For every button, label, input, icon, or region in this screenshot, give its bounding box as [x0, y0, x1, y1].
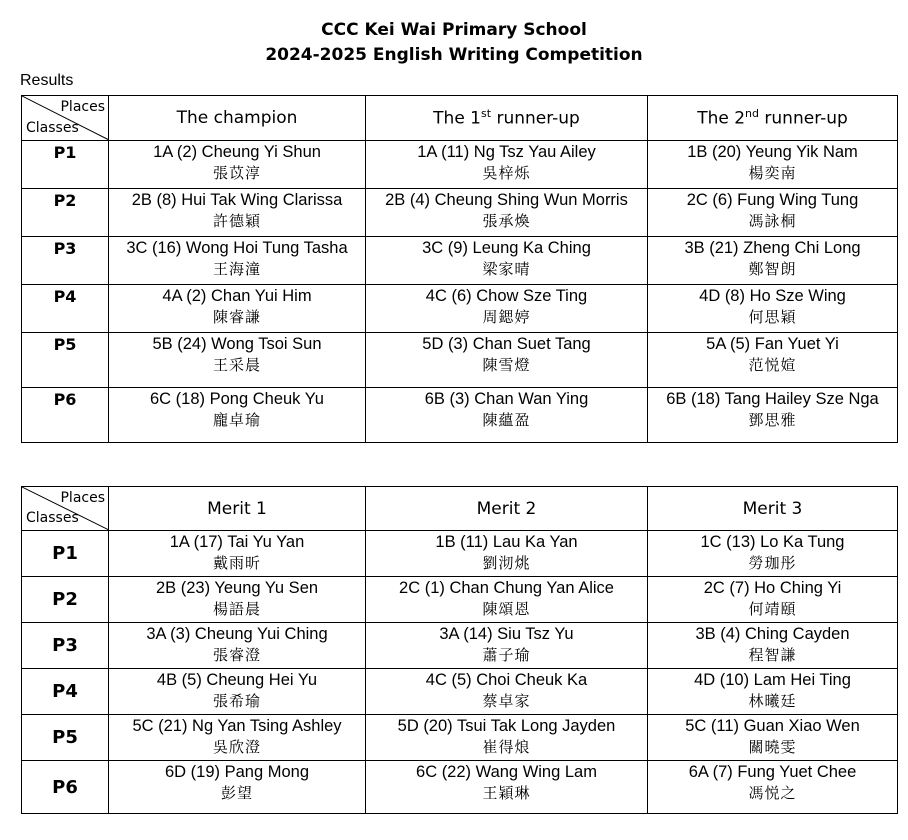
student-name: 5C (11) Guan Xiao Wen: [685, 717, 860, 735]
corner-header-cell: [22, 487, 109, 531]
student-chinese-name: 程智謙: [748, 646, 797, 664]
winner-cell: [366, 141, 648, 189]
class-level-cell: P2: [22, 189, 109, 237]
class-level-cell: P3: [22, 623, 109, 669]
corner-header-cell: [22, 96, 109, 141]
student-chinese-name: 吳梓烁: [482, 164, 531, 182]
student-name: 4A (2) Chan Yui Him: [162, 287, 312, 305]
student-name: 4C (5) Choi Cheuk Ka: [425, 671, 588, 689]
winner-cell: [109, 189, 366, 237]
student-name: 6B (18) Tang Hailey Sze Nga: [666, 390, 879, 408]
winner-cell: [366, 285, 648, 333]
table-row: [22, 669, 898, 715]
student-chinese-name: 關曉雯: [748, 738, 797, 756]
student-name: 6B (3) Chan Wan Ying: [424, 390, 589, 408]
winner-cell: [648, 531, 898, 577]
student-chinese-name: 鄧思雅: [748, 411, 797, 429]
school-title: CCC Kei Wai Primary School: [321, 20, 587, 40]
student-name: 5D (3) Chan Suet Tang: [422, 335, 591, 353]
student-chinese-name: 王海潼: [212, 260, 261, 278]
student-chinese-name: 崔得烺: [482, 738, 531, 756]
winner-cell: [109, 761, 366, 814]
column-header-merit-3: Merit 3: [648, 487, 898, 531]
winner-cell: [109, 669, 366, 715]
student-name: 5A (5) Fan Yuet Yi: [706, 335, 839, 353]
student-name: 5D (20) Tsui Tak Long Jayden: [397, 717, 616, 735]
classes-label: Classes: [26, 120, 79, 136]
winner-cell: [109, 577, 366, 623]
student-name: 2B (4) Cheung Shing Wun Morris: [385, 191, 628, 209]
winner-cell: [366, 189, 648, 237]
student-name: 3C (16) Wong Hoi Tung Tasha: [126, 239, 348, 257]
student-chinese-name: 楊奕南: [748, 164, 797, 182]
student-name: 3C (9) Leung Ka Ching: [422, 239, 591, 257]
student-chinese-name: 梁家晴: [482, 260, 531, 278]
student-chinese-name: 何靖頤: [748, 600, 797, 618]
student-name: 6C (18) Pong Cheuk Yu: [150, 390, 324, 408]
winner-cell: [366, 388, 648, 443]
winner-cell: [366, 531, 648, 577]
student-chinese-name: 劉沏烑: [482, 554, 531, 572]
class-level-cell: P4: [22, 285, 109, 333]
student-chinese-name: 馮詠桐: [748, 212, 797, 230]
student-name: 2C (7) Ho Ching Yi: [703, 579, 842, 597]
winner-cell: [109, 333, 366, 388]
student-name: 1C (13) Lo Ka Tung: [700, 533, 845, 551]
class-level-cell: P6: [22, 388, 109, 443]
class-level-cell: P1: [22, 141, 109, 189]
student-name: 4C (6) Chow Sze Ting: [425, 287, 588, 305]
student-name: 1B (11) Lau Ka Yan: [435, 533, 578, 551]
results-table-merits: [21, 486, 898, 814]
student-name: 1B (20) Yeung Yik Nam: [687, 143, 858, 161]
winner-cell: [109, 141, 366, 189]
student-name: 2B (8) Hui Tak Wing Clarissa: [131, 191, 343, 209]
student-name: 4D (8) Ho Sze Wing: [699, 287, 846, 305]
column-header-2nd-runner-up: The 2nd runner-up: [648, 96, 898, 141]
winner-cell: [648, 333, 898, 388]
table-row: [22, 388, 898, 443]
places-label: Places: [60, 99, 105, 115]
student-name: 2B (23) Yeung Yu Sen: [155, 579, 319, 597]
student-name: 2C (1) Chan Chung Yan Alice: [399, 579, 614, 597]
winner-cell: [648, 189, 898, 237]
class-level-cell: P6: [22, 761, 109, 814]
student-name: 3A (14) Siu Tsz Yu: [439, 625, 574, 643]
student-chinese-name: 彭望: [220, 784, 253, 802]
student-chinese-name: 王采晨: [212, 356, 261, 374]
student-chinese-name: 何思穎: [748, 308, 797, 326]
student-chinese-name: 馮悦之: [748, 784, 797, 802]
class-level-cell: P3: [22, 237, 109, 285]
table-row: [22, 761, 898, 814]
class-level-cell: P4: [22, 669, 109, 715]
classes-label: Classes: [26, 510, 79, 526]
student-chinese-name: 陳頌恩: [482, 600, 531, 618]
student-name: 3B (21) Zheng Chi Long: [684, 239, 861, 257]
student-chinese-name: 戴雨昕: [212, 554, 261, 572]
student-name: 1A (11) Ng Tsz Yau Ailey: [417, 143, 596, 161]
student-chinese-name: 蔡卓家: [482, 692, 531, 710]
student-name: 5B (24) Wong Tsoi Sun: [152, 335, 322, 353]
student-chinese-name: 王穎琳: [482, 784, 531, 802]
table-row: [22, 189, 898, 237]
column-header-champion: The champion: [109, 96, 366, 141]
table-row: [22, 333, 898, 388]
table-header-row: [22, 96, 898, 141]
student-chinese-name: 張承煥: [482, 212, 531, 230]
table-row: [22, 577, 898, 623]
student-chinese-name: 蕭子瑜: [482, 646, 531, 664]
student-chinese-name: 張苡淳: [212, 164, 261, 182]
table-row: [22, 237, 898, 285]
student-chinese-name: 勞珈彤: [748, 554, 797, 572]
student-chinese-name: 鄭智朗: [748, 260, 797, 278]
winner-cell: [648, 761, 898, 814]
class-level-cell: P5: [22, 715, 109, 761]
winner-cell: [366, 333, 648, 388]
places-label: Places: [60, 490, 105, 506]
winner-cell: [648, 669, 898, 715]
student-name: 1A (2) Cheung Yi Shun: [153, 143, 321, 161]
student-chinese-name: 周鍶婷: [482, 308, 531, 326]
table-row: [22, 141, 898, 189]
winner-cell: [648, 285, 898, 333]
winner-cell: [648, 388, 898, 443]
winner-cell: [648, 577, 898, 623]
results-label: Results: [20, 72, 74, 89]
student-chinese-name: 陳蘊盈: [482, 411, 531, 429]
table-row: [22, 285, 898, 333]
student-chinese-name: 林曦廷: [748, 692, 797, 710]
winner-cell: [648, 237, 898, 285]
student-chinese-name: 陳雪燈: [482, 356, 531, 374]
student-chinese-name: 張睿澄: [212, 646, 261, 664]
winner-cell: [109, 388, 366, 443]
table-row: [22, 623, 898, 669]
student-name: 5C (21) Ng Yan Tsing Ashley: [132, 717, 342, 735]
winner-cell: [648, 715, 898, 761]
table-row: [22, 715, 898, 761]
student-name: 4D (10) Lam Hei Ting: [694, 671, 851, 689]
student-chinese-name: 陳睿謙: [212, 308, 261, 326]
student-name: 2C (6) Fung Wing Tung: [686, 191, 859, 209]
competition-title: 2024-2025 English Writing Competition: [265, 45, 643, 65]
student-name: 3A (3) Cheung Yui Ching: [146, 625, 328, 643]
student-name: 6D (19) Pang Mong: [165, 763, 309, 781]
student-name: 1A (17) Tai Yu Yan: [169, 533, 305, 551]
student-chinese-name: 張希瑜: [212, 692, 261, 710]
student-name: 4B (5) Cheung Hei Yu: [156, 671, 318, 689]
student-chinese-name: 范悦媗: [748, 356, 797, 374]
winner-cell: [648, 141, 898, 189]
column-header-1st-runner-up: The 1st runner-up: [366, 96, 648, 141]
winner-cell: [366, 715, 648, 761]
table-row: [22, 531, 898, 577]
student-chinese-name: 吳欣澄: [212, 738, 261, 756]
student-name: 3B (4) Ching Cayden: [695, 625, 850, 643]
winner-cell: [366, 669, 648, 715]
winner-cell: [366, 761, 648, 814]
class-level-cell: P2: [22, 577, 109, 623]
column-header-merit-1: Merit 1: [109, 487, 366, 531]
winner-cell: [648, 623, 898, 669]
results-table-top-places: [21, 95, 898, 443]
class-level-cell: P5: [22, 333, 109, 388]
student-name: 6C (22) Wang Wing Lam: [416, 763, 597, 781]
winner-cell: [366, 237, 648, 285]
winner-cell: [109, 531, 366, 577]
winner-cell: [366, 577, 648, 623]
winner-cell: [109, 715, 366, 761]
winner-cell: [109, 285, 366, 333]
student-chinese-name: 龐卓瑜: [212, 411, 261, 429]
winner-cell: [366, 623, 648, 669]
table-header-row: [22, 487, 898, 531]
student-name: 6A (7) Fung Yuet Chee: [688, 763, 857, 781]
student-chinese-name: 楊語晨: [212, 600, 261, 618]
student-chinese-name: 許德穎: [212, 212, 261, 230]
class-level-cell: P1: [22, 531, 109, 577]
column-header-merit-2: Merit 2: [366, 487, 648, 531]
winner-cell: [109, 237, 366, 285]
winner-cell: [109, 623, 366, 669]
